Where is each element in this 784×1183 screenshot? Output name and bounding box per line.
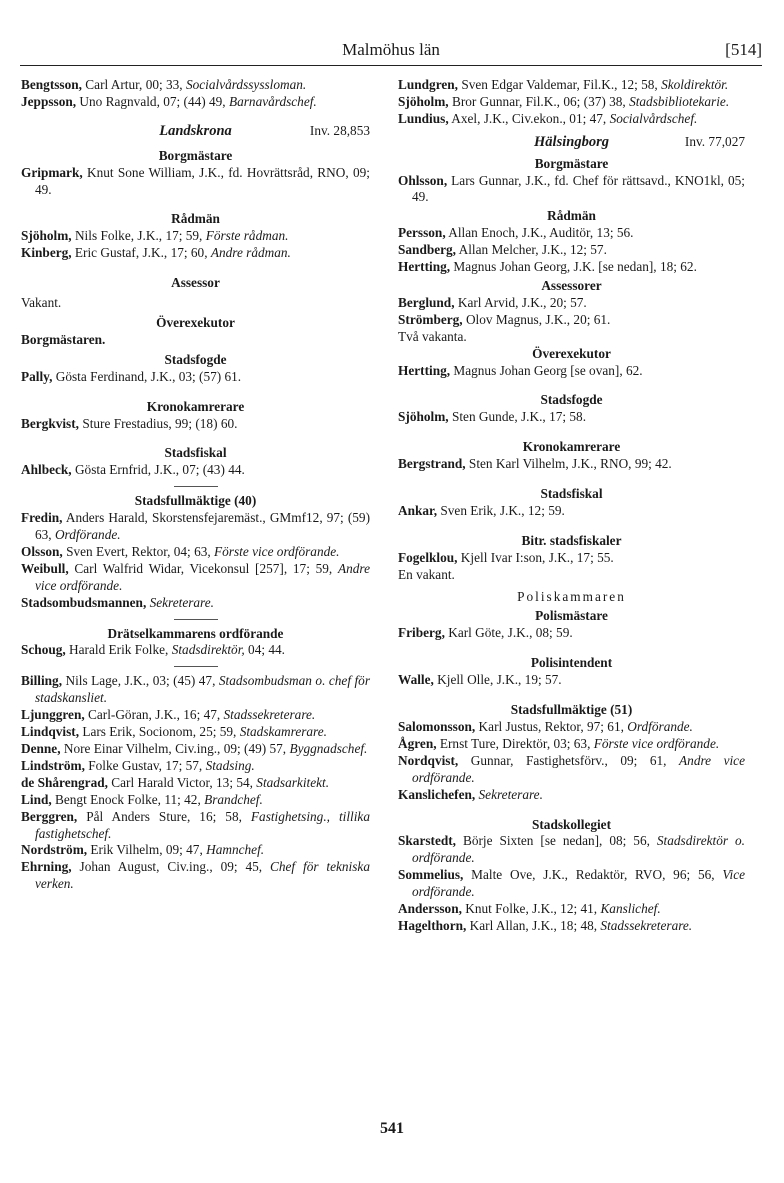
section-heading: Assessorer [541, 277, 602, 293]
entry-details: Carl Artur, 00; 33, [81, 77, 186, 92]
entry-details: Magnus Johan Georg [se ovan], 62. [450, 362, 643, 378]
section-heading: Överexekutor [156, 314, 235, 330]
entry-details: Börje Sixten [se nedan], 08; 56, [456, 833, 657, 849]
entry-name: Sandberg, [398, 242, 457, 258]
entry-details: Allan Enoch, J.K., Auditör, 13; 56. [445, 225, 634, 241]
city-heading [21, 123, 370, 140]
section-heading: Stadsfogde [164, 351, 227, 367]
entry-details: Sture Frestadius, 99; (18) 60. [79, 415, 238, 431]
entry-title: Kanslichef. [600, 901, 661, 917]
entry-details: Ernst Ture, Direktör, 03; 63, [436, 735, 594, 751]
entry-details: Karl Justus, Rektor, 97; 61, [475, 719, 628, 734]
entry-details: Nils Lage, J.K., 03; (45) 47, [62, 673, 219, 689]
section-heading: Borgmästare [158, 147, 233, 163]
entry [398, 77, 745, 94]
entry-details: Kjell Ivar I:son, J.K., 17; 55. [457, 549, 614, 565]
entry [21, 510, 370, 544]
entry-title: Barnavårdschef. [228, 93, 317, 109]
entry [398, 94, 745, 111]
entry-name: Ljunggren, [21, 707, 85, 723]
entry-details: Johan August, Civ.ing., 09; 45, [71, 859, 270, 875]
entry-title: Stadskamrerare. [239, 724, 327, 740]
entry [398, 225, 745, 242]
entry-name: Persson, [398, 225, 446, 241]
entry-name: Andersson, [398, 901, 462, 917]
city-heading [398, 134, 745, 151]
entry-title: Förste vice ordförande. [593, 735, 720, 751]
entry [398, 901, 745, 918]
entry-details: Lars Erik, Socionom, 25; 59, [79, 724, 240, 740]
section-heading: Stadsfiskal [164, 445, 227, 461]
entry-name: Lundgren, [398, 77, 458, 92]
entry-details: Allan Melcher, J.K., 12; 57. [456, 242, 607, 258]
section-heading: Rådmän [547, 208, 596, 224]
entry [398, 787, 745, 804]
entry-title: Stadssekreterare. [600, 917, 693, 933]
entry-title: Socialvårdssyssloman. [185, 77, 307, 92]
entry-details: Magnus Johan Georg, J.K. [se nedan], 18; 62. [450, 259, 697, 275]
city-name: Hälsingborg [534, 133, 609, 150]
entry [398, 295, 745, 312]
entry-name: Ehrning, [21, 859, 72, 875]
entry-title: Stadssekreterare. [223, 707, 316, 723]
entry-details: Sten Karl Vilhelm, J.K., RNO, 99; 42. [465, 456, 672, 472]
entry-details: Gösta Ernfrid, J.K., 07; (43) 44. [71, 462, 245, 478]
entry [21, 416, 370, 433]
entry-name: Ankar, [398, 502, 438, 518]
entry-title: Sekreterare. [478, 786, 543, 802]
entry-details: Carl Harald Victor, 13; 54, [107, 774, 257, 790]
entry [398, 625, 745, 642]
section-heading: Drätselkammarens ordförande [107, 625, 284, 641]
entry-details: Knut Folke, J.K., 12; 41, [461, 901, 601, 917]
entry-title: Stadsbibliotekarie. [629, 93, 730, 109]
entry-details: Olov Magnus, J.K., 20; 61. [462, 311, 611, 327]
entry-name: Salomonsson, [398, 719, 476, 734]
section-heading: Stadsfiskal [540, 486, 603, 502]
entry-name: Fogelklou, [398, 549, 458, 565]
entry-name: Berggren, [21, 808, 78, 824]
entry-title: Socialvårdschef. [609, 110, 698, 126]
entry-name: Fredin, [21, 510, 63, 526]
entry-name: Bergkvist, [21, 415, 79, 431]
city-population: Inv. 28,853 [309, 122, 370, 138]
entry-title: Byggnadschef. [289, 741, 368, 756]
entry-name: Kinberg, [21, 245, 72, 261]
entry-title: Stadsing. [205, 757, 255, 773]
entry [21, 792, 370, 809]
section-heading-spaced: Poliskammaren [517, 588, 626, 604]
entry-name: Gripmark, [21, 164, 83, 180]
entry [21, 332, 370, 349]
entry-title: Andre rådman. [210, 245, 291, 261]
right-column [398, 77, 745, 935]
entry-details: Karl Göte, J.K., 08; 59. [444, 625, 573, 641]
entry-title: Ordförande. [54, 527, 121, 543]
entry-name: Sjöholm, [398, 93, 449, 109]
entry-name: Nordström, [21, 842, 88, 858]
page-reference: [514] [725, 40, 762, 59]
entry-details: Kjell Olle, J.K., 19; 57. [433, 672, 562, 688]
entry [21, 842, 370, 859]
entry-title: Förste rådman. [205, 228, 289, 244]
entry-name: Berglund, [398, 294, 455, 310]
entry-details: Harald Erik Folke, [65, 642, 172, 658]
separator [174, 619, 218, 620]
entry-title: Vice ordförande. [412, 867, 745, 900]
entry-title: Chef för tekniska verken. [35, 859, 370, 892]
entry-name: Sjöholm, [398, 409, 449, 425]
section-heading: Polismästare [535, 608, 608, 624]
entry-name: Stadsombudsmannen, [21, 594, 147, 610]
entry [398, 672, 745, 689]
entry [21, 642, 370, 659]
entry-name: Hertting, [398, 259, 451, 275]
entry [398, 918, 745, 935]
entry [21, 544, 370, 561]
entry [398, 753, 745, 787]
entry-title: Fastighetsing., tillika fastighetschef. [35, 808, 370, 841]
entry-name: Billing, [21, 673, 63, 689]
entry-name: Borgmästaren. [21, 331, 106, 347]
entry [398, 550, 745, 567]
entry-name: Strömberg, [398, 311, 463, 327]
section-heading: Stadsfullmäktige (51) [510, 702, 633, 718]
entry-title: Hamnchef. [206, 842, 265, 858]
entry-details: Malte Ove, J.K., Redaktör, RVO, 96; 56, [463, 867, 723, 883]
entry [398, 312, 745, 329]
entry [398, 456, 745, 473]
entry-details-tail: 04; 44. [244, 642, 285, 658]
separator [174, 666, 218, 667]
entry [21, 595, 370, 612]
entry-details: Pål Anders Sture, 16; 58, [77, 808, 251, 824]
entry-details: Gösta Ferdinand, J.K., 03; (57) 61. [52, 368, 242, 384]
entry-title: Stadsdirektör o. ordförande. [412, 833, 745, 866]
entry-details: Sven Erik, J.K., 12; 59. [437, 502, 565, 518]
entry-name: Kanslichefen, [398, 786, 476, 802]
entry-details: Bror Gunnar, Fil.K., 06; (37) 38, [448, 93, 630, 109]
entry-name: Bengtsson, [21, 77, 82, 92]
page-header [20, 38, 762, 66]
entry-details: Sven Edgar Valdemar, Fil.K., 12; 58, [458, 77, 662, 92]
entry-name: Lindström, [21, 757, 85, 773]
entry-name: Hertting, [398, 362, 451, 378]
entry-title: Ordförande. [627, 719, 693, 734]
entry [398, 259, 745, 276]
entry [21, 94, 370, 111]
entry-title: Brandchef. [204, 791, 263, 807]
entry-details: Bengt Enock Folke, 11; 42, [51, 791, 205, 807]
entry-details: Erik Vilhelm, 09; 47, [87, 842, 207, 858]
section-heading: Borgmästare [534, 155, 609, 171]
entry [21, 165, 370, 199]
note-line: Vakant. [21, 295, 62, 311]
entry [21, 228, 370, 245]
entry-details: Nore Einar Vilhelm, Civ.ing., 09; (49) 57, [60, 741, 290, 756]
entry-details: Anders Harald, Skorstensfejaremäst., GMmf12, 97; (59) 63, [35, 510, 370, 543]
entry-details: Sven Evert, Rektor, 04; 63, [62, 543, 215, 559]
header-rule [20, 65, 762, 66]
entry-title: Förste vice ordförande. [214, 543, 340, 559]
entry [398, 719, 745, 736]
note-line: Två vakanta. [398, 328, 467, 344]
entry-name: Ågren, [398, 735, 437, 751]
section-heading: Överexekutor [532, 345, 611, 361]
entry-details: Knut Sone William, J.K., fd. Hovrättsråd, RNO, 09; 49. [35, 164, 370, 197]
entry-name: Schoug, [21, 642, 66, 658]
entry-details: Eric Gustaf, J.K., 17; 60, [71, 245, 211, 261]
entry-title: Skoldirektör. [661, 77, 729, 92]
section-heading: Stadskollegiet [531, 816, 612, 832]
city-name: Landskrona [159, 122, 232, 139]
entry-name: Hagelthorn, [398, 917, 467, 933]
entry [21, 758, 370, 775]
entry-details: Nils Folke, J.K., 17; 59, [71, 228, 206, 244]
section-heading: Stadsfullmäktige (40) [134, 493, 257, 509]
entry-details: Carl-Göran, J.K., 16; 47, [84, 707, 224, 723]
entry-name: Friberg, [398, 625, 445, 641]
note-line: En vakant. [398, 566, 455, 582]
entry-name: Weibull, [21, 560, 69, 576]
entry-details: Karl Arvid, J.K., 20; 57. [454, 294, 587, 310]
entry-name: Sommelius, [398, 867, 464, 883]
entry-name: Ahlbeck, [21, 462, 72, 478]
separator [174, 486, 218, 487]
entry-title: Stadsdirektör, [171, 642, 245, 658]
entry [398, 111, 745, 128]
entry-title: Andre vice ordförande. [412, 752, 745, 785]
page-title: Malmöhus län [342, 40, 440, 59]
entry-name: Olsson, [21, 543, 63, 559]
entry-title: Andre vice ordförande. [35, 560, 370, 593]
left-column [21, 77, 370, 893]
entry [21, 775, 370, 792]
section-heading: Rådmän [171, 211, 220, 227]
entry [398, 363, 745, 380]
entry [21, 369, 370, 386]
entry-details: Lars Gunnar, J.K., fd. Chef för rättsavd., KNO1kl, 05; 49. [412, 172, 745, 205]
entry-name: Pally, [21, 368, 53, 384]
entry-details: Uno Ragnvald, 07; (44) 49, [76, 93, 229, 109]
entry [398, 242, 745, 259]
section-heading: Stadsfogde [540, 392, 603, 408]
entry [398, 736, 745, 753]
entry [398, 503, 745, 520]
entry [21, 561, 370, 595]
section-heading: Kronokamrerare [522, 439, 621, 455]
entry-name: Skarstedt, [398, 833, 456, 849]
entry-name: Lundius, [398, 110, 449, 126]
entry-name: Denne, [21, 741, 61, 756]
entry [21, 859, 370, 893]
section-heading: Kronokamrerare [146, 398, 245, 414]
entry [21, 673, 370, 707]
entry-details: Folke Gustav, 17; 57, [84, 757, 206, 773]
entry [21, 245, 370, 262]
entry [398, 173, 745, 207]
entry-details: Sten Gunde, J.K., 17; 58. [448, 409, 587, 425]
entry [21, 462, 370, 479]
entry [21, 724, 370, 741]
entry-title: Stadsarkitekt. [256, 774, 330, 790]
entry [398, 867, 745, 901]
entry [21, 77, 370, 94]
entry-name: Ohlsson, [398, 172, 448, 188]
entry [21, 741, 370, 758]
entry-name: Lindqvist, [21, 724, 80, 740]
entry [21, 809, 370, 843]
entry [21, 707, 370, 724]
entry [398, 409, 745, 426]
entry-details: Gunnar, Fastighetsförv., 09; 61, [458, 752, 680, 768]
entry-title: Sekreterare. [149, 594, 214, 610]
section-heading: Assessor [171, 275, 220, 291]
section-heading: Bitr. stadsfiskaler [521, 532, 622, 548]
section-heading: Polisintendent [530, 655, 613, 671]
entry-name: Jeppsson, [21, 93, 77, 109]
entry-name: Sjöholm, [21, 228, 72, 244]
entry-name: Nordqvist, [398, 752, 459, 768]
city-population: Inv. 77,027 [684, 133, 745, 149]
entry-name: Walle, [398, 672, 434, 688]
entry-name: de Shårengrad, [21, 774, 108, 790]
entry-details: Axel, J.K., Civ.ekon., 01; 47, [448, 110, 610, 126]
entry-details: Karl Allan, J.K., 18; 48, [466, 917, 601, 933]
entry-name: Bergstrand, [398, 456, 466, 472]
entry-name: Lind, [21, 791, 52, 807]
entry-details: Carl Walfrid Widar, Vicekonsul [257], 17; 59, [68, 560, 338, 576]
entry [398, 833, 745, 867]
page-number: 541 [380, 1120, 404, 1137]
entry-title: Stadsombudsman o. chef för stadskansliet. [35, 673, 370, 706]
